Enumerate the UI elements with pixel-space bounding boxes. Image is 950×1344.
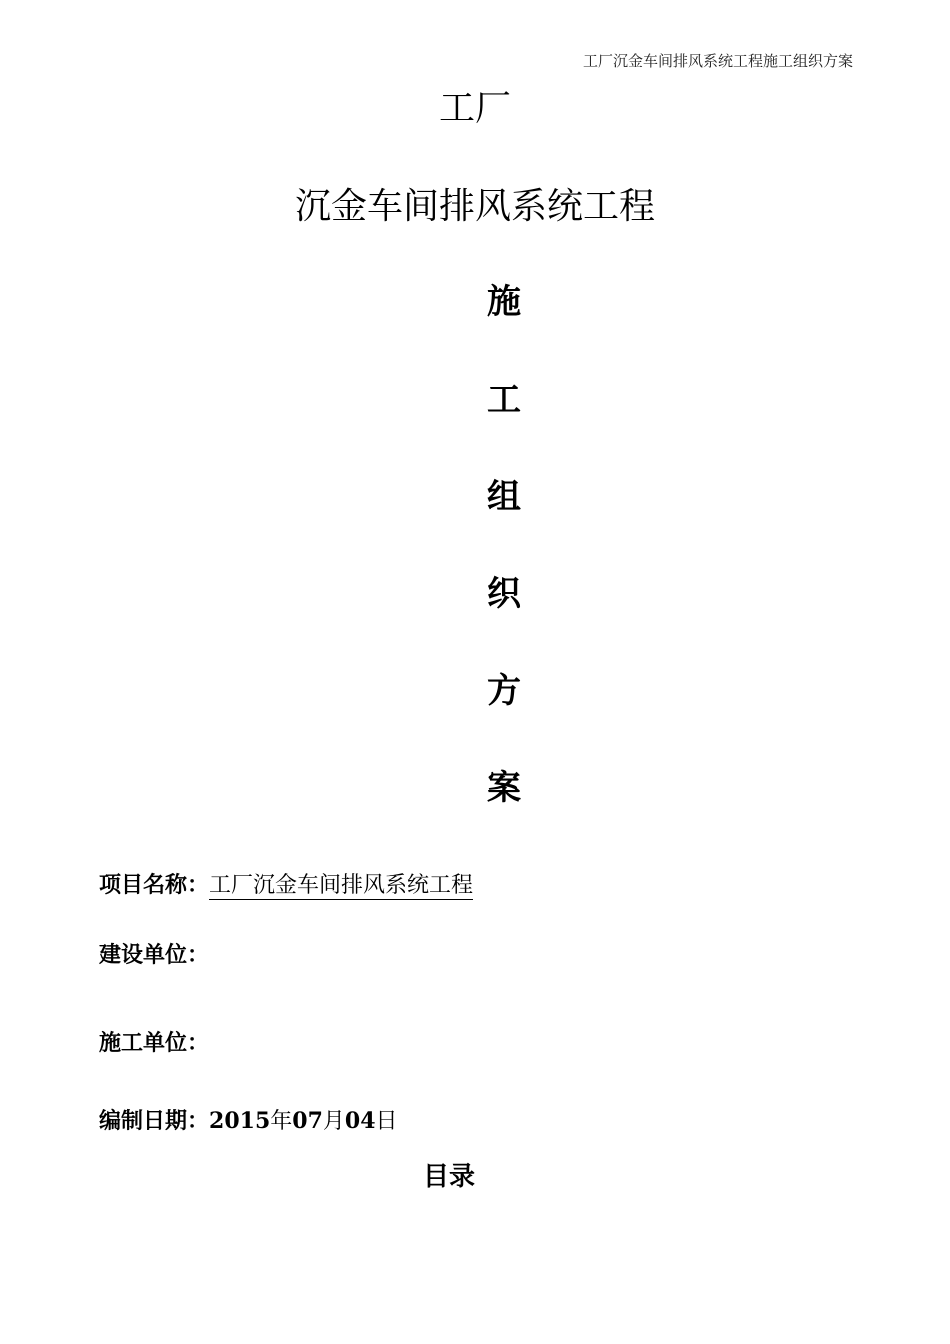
builder-label: 建设单位： xyxy=(99,942,210,968)
date-day-unit: 日 xyxy=(375,1109,398,1134)
project-name-value: 工厂沉金车间排风系统工程 xyxy=(209,873,474,898)
cover-title-line2: 沉金车间排风系统工程 xyxy=(294,186,655,227)
running-header: 工厂沉金车间排风系统工程施工组织方案 xyxy=(582,52,853,70)
contractor-label: 施工单位： xyxy=(99,1030,210,1056)
project-name-label: 项目名称： xyxy=(99,872,210,898)
project-name-field xyxy=(99,870,473,901)
vertical-title-char: 织 xyxy=(487,574,521,614)
vertical-title-char: 组 xyxy=(487,477,521,517)
builder-field xyxy=(99,940,209,971)
toc-heading: 目录 xyxy=(422,1162,475,1192)
date-month: 07 xyxy=(292,1108,323,1134)
vertical-title-char: 案 xyxy=(487,768,521,808)
date-month-unit: 月 xyxy=(322,1109,345,1134)
date-year-unit: 年 xyxy=(270,1109,293,1134)
date-year: 2015 xyxy=(209,1108,271,1134)
vertical-title-char: 方 xyxy=(487,671,521,711)
contractor-field xyxy=(99,1028,209,1059)
vertical-title-char: 施 xyxy=(487,282,521,322)
date-field xyxy=(99,1106,398,1137)
cover-title-line1: 工厂 xyxy=(438,88,511,129)
vertical-title-char: 工 xyxy=(487,380,521,420)
date-label: 编制日期： xyxy=(99,1108,210,1134)
date-day: 04 xyxy=(344,1108,376,1134)
